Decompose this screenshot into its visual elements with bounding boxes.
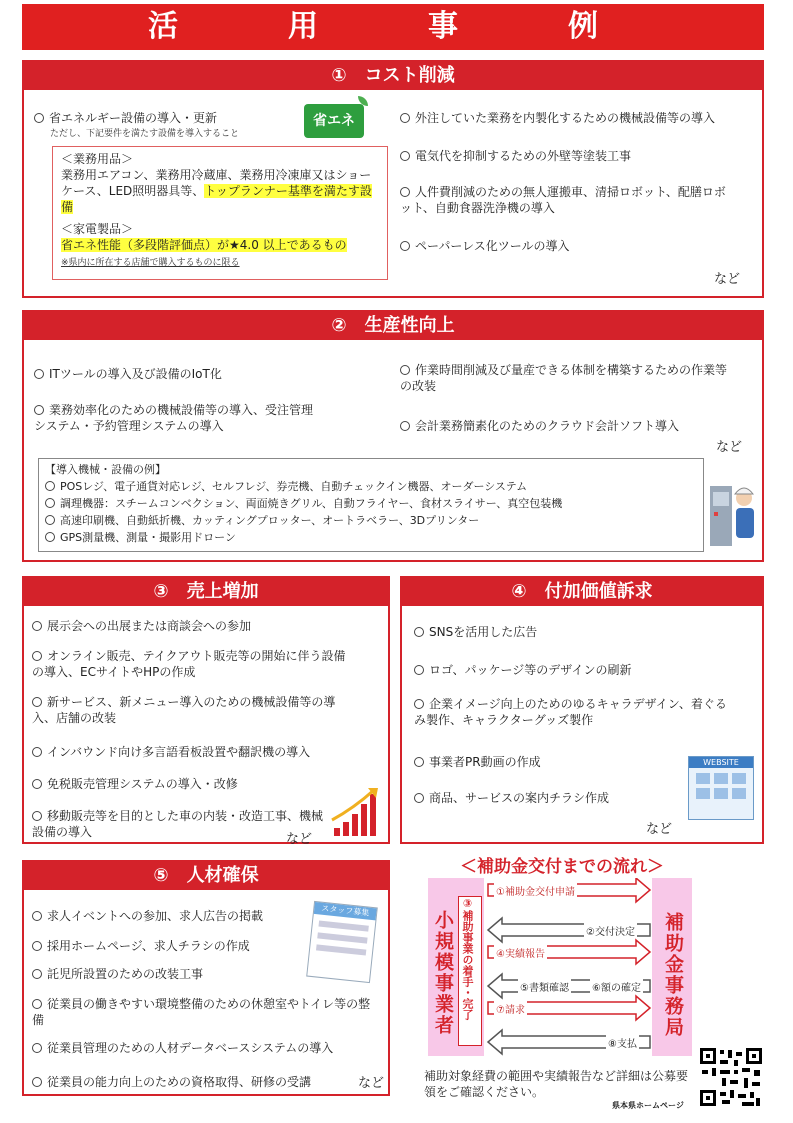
list-item: 採用ホームページ、求人チラシの作成 <box>32 938 302 954</box>
list-item: 外注していた業務を内製化するための機械設備等の導入 <box>400 110 760 126</box>
eco-badge-icon: 省エネ <box>304 104 364 138</box>
website-icon <box>688 756 754 820</box>
bullet-icon <box>32 969 42 979</box>
bullet-icon <box>34 369 44 379</box>
list-item: SNSを活用した広告 <box>414 624 754 640</box>
list-item: POSレジ、電子通貨対応レジ、セルフレジ、券売機、自動チェックイン機器、オーダーシステム <box>45 479 527 495</box>
etc-text: など <box>716 440 743 455</box>
bullet-icon <box>32 747 42 757</box>
etc-text: など <box>714 272 741 287</box>
requirement-box <box>52 146 388 280</box>
flow-note: 補助対象経費の範囲や実績報告など詳細は公募要領をご確認ください。 <box>424 1069 689 1099</box>
box-subtitle: ＜家電製品＞ <box>61 222 134 236</box>
flow-step-7: ⑦請求 <box>494 1001 527 1016</box>
bullet-icon <box>45 498 55 508</box>
list-item: 商品、サービスの案内チラシ作成 <box>414 790 674 806</box>
examples-box <box>38 458 704 552</box>
bullet-icon <box>34 113 44 123</box>
bullet-icon <box>32 911 42 921</box>
recruit-flyer-icon <box>306 901 378 983</box>
etc-text: など <box>646 822 673 837</box>
list-item: 事業者PR動画の作成 <box>414 754 674 770</box>
bullet-icon <box>32 1077 42 1087</box>
list-item: 従業員管理のための人材データベースシステムの導入 <box>32 1040 382 1056</box>
bullet-icon <box>32 811 42 821</box>
list-item: 展示会への出展または商談会への参加 <box>32 618 382 634</box>
note-text: ただし、下記要件を満たす設備を導入すること <box>50 129 240 139</box>
flow-step-8: ⑧支払 <box>606 1035 639 1050</box>
list-item: 業務効率化のための機械設備等の導入、受注管理システム・予約管理システムの導入 <box>34 403 314 433</box>
box-text <box>61 237 381 253</box>
bullet-icon <box>32 941 42 951</box>
flow-step-4: ④実績報告 <box>494 945 547 960</box>
box-subtitle: ＜業務用品＞ <box>61 152 134 166</box>
bullet-icon <box>32 621 42 631</box>
worker-machine-icon <box>708 478 760 552</box>
leaf-icon <box>358 96 368 106</box>
qr-code-icon <box>698 1046 764 1108</box>
section-heading: ⑤ 人材確保 <box>24 862 388 890</box>
section-heading: ① コスト削減 <box>24 62 762 90</box>
bullet-icon <box>32 651 42 661</box>
list-item: 従業員の能力向上のための資格取得、研修の受講 <box>32 1074 352 1090</box>
box-text: 業務用エアコン、業務用冷蔵庫、業務用冷凍庫又はショーケース、LED照明器具等、トップランナー基準を満たす設備 <box>61 168 372 214</box>
flow-step-6: ⑥額の確定 <box>590 979 643 994</box>
list-item: 電気代を抑制するための外壁等塗装工事 <box>400 148 760 164</box>
list-item: ペーパーレス化ツールの導入 <box>400 238 760 254</box>
qr-caption: 県本県ホームページ <box>612 1101 684 1110</box>
list-item: オンライン販売、テイクアウト販売等の開始に伴う設備の導入、ECサイトやHPの作成 <box>32 649 346 679</box>
list-item: 人件費削減のための無人運搬車、清掃ロボット、配膳ロボット、自動食器洗浄機の導入 <box>400 185 726 215</box>
list-item: 求人イベントへの参加、求人広告の掲載 <box>32 908 302 924</box>
bullet-icon <box>400 151 410 161</box>
etc-text: など <box>358 1076 385 1091</box>
section-sales-increase <box>22 576 390 847</box>
list-item: 移動販売等を目的とした車の内装・改造工事、機械設備の導入 <box>32 809 324 839</box>
website-label: WEBSITE <box>689 757 753 768</box>
flow-progress-box <box>458 896 482 1046</box>
growth-chart-icon <box>330 784 384 838</box>
list-item: 作業時間削減及び量産できる体制を構築するための作業等の改装 <box>400 363 728 393</box>
examples-title: 【導入機械・設備の例】 <box>45 463 166 476</box>
section-productivity <box>22 310 764 562</box>
bullet-icon <box>414 665 424 675</box>
bullet-icon <box>414 699 424 709</box>
list-item: インバウンド向け多言語看板設置や翻訳機の導入 <box>32 744 382 760</box>
section-added-value <box>400 576 764 844</box>
box-note: ※県内に所在する店舗で購入するものに限る <box>61 258 240 268</box>
bullet-icon <box>414 793 424 803</box>
bullet-icon <box>400 113 410 123</box>
bullet-icon <box>400 421 410 431</box>
bullet-icon <box>414 757 424 767</box>
flow-title: ＜補助金交付までの流れ＞ <box>460 857 664 877</box>
list-item: 免税販売管理システムの導入・改修 <box>32 776 382 792</box>
section-heading: ④ 付加価値訴求 <box>402 578 762 606</box>
page-title: 活 用 事 例 <box>22 4 764 50</box>
bullet-icon <box>400 187 410 197</box>
flow-arrows <box>486 878 652 1056</box>
flow-office-label: 補助金事務局 <box>662 912 684 1038</box>
section-heading: ② 生産性向上 <box>24 312 762 340</box>
etc-text: など <box>286 832 313 847</box>
list-item: 省エネルギー設備の導入・更新 <box>34 110 294 126</box>
bullet-icon <box>400 241 410 251</box>
flow-business-label: 小規模事業者 <box>432 910 454 1036</box>
flow-step-5: ⑤書類確認 <box>518 979 571 994</box>
list-item: 従業員の働きやすい環境整備のための休憩室やトイレ等の整備 <box>32 997 371 1027</box>
bullet-icon <box>414 627 424 637</box>
bullet-icon <box>45 515 55 525</box>
highlight-text: トップランナー基準を満たす設備 <box>61 184 372 214</box>
list-item: ロゴ、パッケージ等のデザインの刷新 <box>414 662 754 678</box>
bullet-icon <box>32 779 42 789</box>
flow-step-2: ②交付決定 <box>584 923 637 938</box>
list-item: 企業イメージ向上のためのゆるキャラデザイン、着ぐるみ製作、キャラクターグッズ製作 <box>414 697 727 727</box>
bullet-icon <box>32 1043 42 1053</box>
bullet-icon <box>45 532 55 542</box>
flyer-label: スタッフ募集 <box>314 902 377 920</box>
list-item: 調理機器：スチームコンベクション、両面焼きグリル、自動フライヤー、食材スライサー、真空包装機 <box>45 496 562 512</box>
list-item: 会計業務簡素化のためのクラウド会計ソフト導入 <box>400 418 750 434</box>
list-item: 高速印刷機、自動紙折機、カッティングプロッター、オートラベラー、3Dプリンター <box>45 513 479 529</box>
bullet-icon <box>32 999 42 1009</box>
bullet-icon <box>32 697 42 707</box>
list-item: 新サービス、新メニュー導入のための機械設備等の導入、店舗の改装 <box>32 695 336 725</box>
flow-progress-label: ③補助事業の着手・完了 <box>461 897 474 1020</box>
bullet-icon <box>34 405 44 415</box>
bullet-icon <box>400 365 410 375</box>
list-item: 託児所設置のための改装工事 <box>32 966 302 982</box>
list-item: ITツールの導入及び設備のIoT化 <box>34 366 374 382</box>
section-talent <box>22 860 390 1096</box>
section-cost-reduction <box>22 60 764 298</box>
list-item: GPS測量機、測量・撮影用ドローン <box>45 530 236 546</box>
flow-step-1: ①補助金交付申請 <box>494 883 577 898</box>
bullet-icon <box>45 481 55 491</box>
section-heading: ③ 売上増加 <box>24 578 388 606</box>
highlight-text: 省エネ性能（多段階評価点）が★4.0 以上であるもの <box>61 238 347 252</box>
